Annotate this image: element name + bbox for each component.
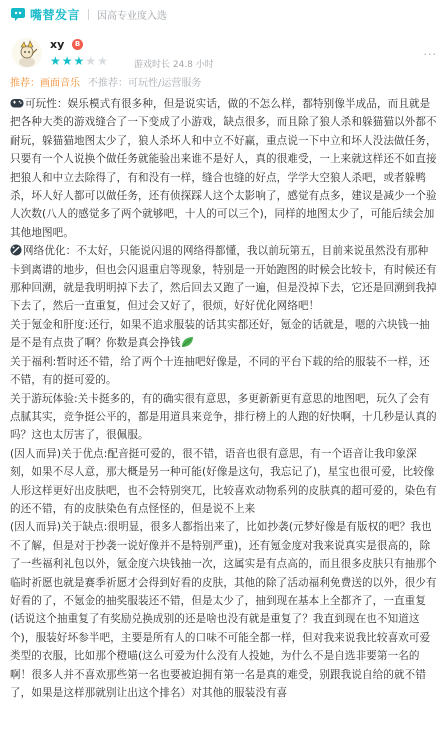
star-rating bbox=[50, 55, 108, 67]
review-paragraph bbox=[10, 445, 437, 519]
not-recommend-value: 可玩性/运营服务 bbox=[128, 78, 202, 89]
brand-name: 嘴替发言 bbox=[30, 7, 81, 22]
recommend-tags bbox=[10, 74, 201, 89]
review-text: 可玩性：娱乐模式有很多种，但是说实话，做的不怎么样，都特别像半成品，而且就是把各种大类的游戏缝合了一下变成了小游戏，缺点很多，而且除了狼人杀和躲猫猫以外都不耐玩，躲猫猫地图太少了，狼人杀坏人和中立不好赢，重点说一下中立和坏人没法做任务，只要有一个人说换个做任务就能验出来谁不是好人，真的很难受，一上来就这样还不如直接把狼人和中立去除得了，有和没有一样，缝合也缝的好点，学学大空狼人杀吧，或者躲鸭杀，坏人好人都可以做任务，还有侦探踩人这个太影响了，感觉有点多，建议是减少一个验人次数(八人的感觉多了两个就够吧，十人的可以三个)，同样的地图太少了，可能后续会加其他地图吧。 bbox=[10, 98, 437, 239]
review-text: 关于氪金和肝度:还行，如果不追求服装的话其实都还好，氪金的话就是，嗯的六块钱一抽是不是有点贵了啊？你数是真会挣钱 bbox=[10, 318, 430, 350]
review-paragraph bbox=[10, 518, 437, 702]
divider bbox=[88, 9, 89, 20]
username[interactable]: xy bbox=[50, 38, 65, 51]
brand-tagline: 因高专业度入选 bbox=[97, 10, 168, 22]
review-paragraph bbox=[10, 242, 437, 316]
satellite-icon bbox=[10, 244, 22, 256]
review-text: (因人而异)关于缺点:很明显，很多人都指出来了，比如抄袭(元梦好像是有版权的吧？我也不了解，但是对于抄袭一说好像并不是特别严重)，还有氪金度对我来说真实是很高的，除了一些福利礼包以外，氪金度六块钱抽一次，这属实是有点高的，而且很多皮肤只有抽那个临时祈愿也就是赛季祈愿才会得到好看的皮肤，其他的除了活动福利免费送的以外，很少有好看的了，不氪金的抽奖服装还不错，但是太少了，抽到现在基本上全都齐了，一直重复(话说这个抽重复了有奖励兑换成别的还是啥也没有就是重复了？我直到现在也不知道这个)，服装好坏参半吧，主要是所有人的口味不可能全都一样，但对我来说我比较喜欢可爱类型的衣服，比如那个橙喵(这么可爱为什么没有人投她，为什么不是自选非要第一名的啊！很多人并不喜欢那些第一名也要被迫拥有第一名是真的难受，别跟我说自给的就不错了，如果是这样那就别让出这个排名）对其他的服装没有喜 bbox=[10, 521, 437, 699]
star-icon: ★ bbox=[85, 54, 97, 68]
brand bbox=[10, 6, 80, 23]
brand-logo-icon bbox=[10, 6, 26, 22]
review-text: (因人而异)关于优点:配音挺可爱的，很不错，语音也很有意思，有一个语音让我印象深刻，如果不尽人意，那大概是另一种可能(好像是这句，我忘记了)，星宝也很可爱，比较像人形这样更好出皮肤吧，也不会特别突兀，比较喜欢动物系列的皮肤真的超可爱的，染色有的还不错，有的皮肤染色有点怪怪的，但是说不上来 bbox=[10, 447, 437, 515]
avatar[interactable] bbox=[12, 38, 42, 68]
recommend-value: 画面音乐 bbox=[40, 78, 80, 89]
star-icon: ★ bbox=[97, 54, 108, 68]
star-icon: ★ bbox=[73, 54, 85, 68]
leaf-icon bbox=[181, 336, 194, 348]
review-text: 网络优化：不太好，只能说闪退的网络得都懂，我以前玩第五，目前来说虽然没有那种卡到离谱的地步，但也会闪退重启等现象，特别是一开始跑图的时候会比较卡，有时候还有那种回溯，就是我明明掉下去了，然后回去又跑了一遍，但是没掉下去，它还是回溯到我掉下去了，然后一直重复，但过会又好了，很烦，好好优化网络吧！ bbox=[10, 245, 437, 313]
review-text: 关于福利:暂时还不错，给了两个十连抽吧好像是，不同的平台下载的给的服装不一样，还不错，有的挺可爱的。 bbox=[10, 355, 430, 387]
user-level-badge: B bbox=[72, 39, 83, 50]
header bbox=[0, 0, 445, 28]
more-options-button[interactable]: ··· bbox=[423, 48, 437, 61]
star-icon: ★ bbox=[61, 54, 73, 68]
review-paragraph bbox=[10, 353, 437, 390]
playtime: 游戏时长 24.8 小时 bbox=[134, 60, 214, 70]
review-paragraph bbox=[10, 390, 437, 445]
review-body bbox=[10, 95, 437, 702]
review-paragraph bbox=[10, 316, 437, 353]
recommend-label: 推荐： bbox=[10, 78, 40, 89]
review-author-row bbox=[8, 36, 437, 72]
not-recommend-label: 不推荐： bbox=[88, 78, 128, 89]
gamepad-icon bbox=[10, 98, 24, 109]
avatar-character-icon bbox=[12, 38, 42, 68]
review-paragraph bbox=[10, 95, 437, 242]
review-text: 关于游玩体验:关卡挺多的，有的确实很有意思，多更新新更有意思的地图吧，玩久了会有点腻其实，竞争挺公平的，都是用道具来竞争，排行榜上的人跑的好快啊，十几秒是认真的吗？这也太厉害了，很佩服。 bbox=[10, 392, 437, 442]
star-icon: ★ bbox=[50, 54, 61, 68]
